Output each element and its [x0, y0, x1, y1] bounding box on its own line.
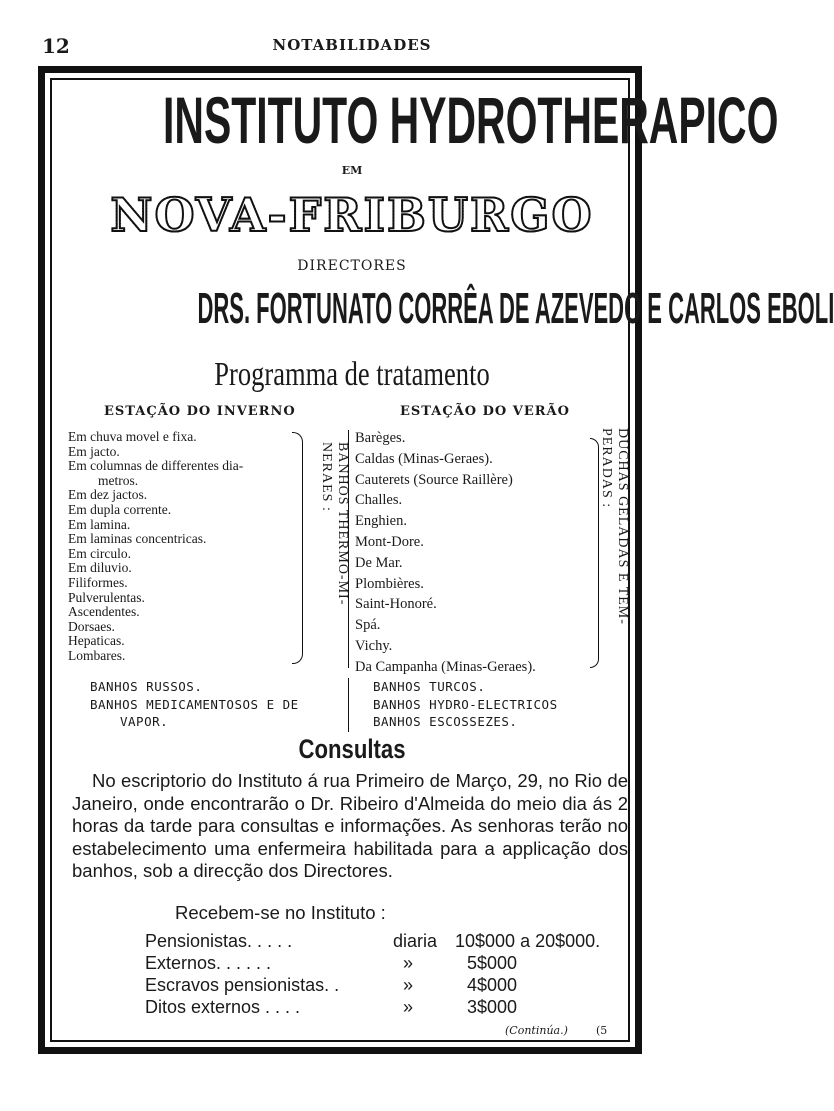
- programme-title: Programma de tratamento: [214, 356, 490, 393]
- fee-unit: »: [403, 953, 414, 973]
- recebem-label: Recebem-se no Instituto :: [175, 902, 386, 923]
- fee-label: Externos. . . . . .: [145, 953, 272, 973]
- list-item: Da Campanha (Minas-Geraes).: [355, 658, 536, 675]
- baths-right: [373, 678, 558, 731]
- list-item: Spá.: [355, 617, 381, 634]
- em-label: EM: [341, 164, 363, 177]
- winter-side-label: [318, 442, 350, 605]
- list-item: Plombières.: [355, 575, 424, 592]
- list-item: Lombares.: [68, 647, 126, 663]
- list-item: metros.: [98, 472, 139, 488]
- list-item: Challes.: [355, 492, 403, 509]
- list-item: Em columnas de differentes dia-: [68, 458, 244, 474]
- signature-mark: (5: [596, 1024, 608, 1037]
- baths-left-line: BANHOS RUSSOS.: [90, 679, 203, 694]
- consultas-title: Consultas: [298, 734, 406, 764]
- list-item: Em jacto.: [68, 443, 120, 459]
- fee-price: 10$000 a 20$000.: [455, 931, 601, 951]
- list-item: De Mar.: [355, 554, 403, 571]
- list-item: Barèges.: [355, 430, 406, 446]
- column-divider: [348, 430, 349, 668]
- fee-price: 4$000: [467, 975, 518, 995]
- fee-label: Pensionistas. . . . .: [145, 931, 293, 951]
- list-item: Pulverulentas.: [68, 589, 145, 605]
- page-number: 12: [42, 34, 70, 58]
- fee-unit: diaria: [393, 931, 438, 951]
- summer-heading: ESTAÇÃO DO VERÃO: [400, 404, 570, 419]
- institute-title: INSTITUTO HYDROTHERAPICO: [163, 83, 779, 157]
- baths-left: [90, 678, 299, 731]
- fee-label: Ditos externos . . . .: [145, 997, 301, 1017]
- summer-side-label-1: DUCHAS GELADAS E TEM-: [615, 428, 630, 625]
- directors-names: DRS. FORTUNATO CORRÊA DE AZEVEDO E CARLOS EBOLI: [197, 284, 834, 333]
- list-item: Mont-Dore.: [355, 533, 424, 550]
- summer-side-label-2: PERADAS :: [599, 428, 614, 509]
- list-item: Saint-Honoré.: [355, 596, 437, 613]
- summer-list: [355, 428, 536, 678]
- fee-price: 5$000: [467, 953, 518, 973]
- city-title-text: NOVA-FRIBURGO: [110, 188, 594, 242]
- list-item: Em chuva movel e fixa.: [68, 429, 197, 444]
- fee-price: 3$000: [467, 997, 518, 1017]
- list-item: Hepaticas.: [68, 633, 125, 649]
- baths-divider: [348, 678, 349, 732]
- list-item: Em diluvio.: [68, 560, 132, 576]
- consultas-text: No escriptorio do Instituto á rua Primeiro de Março, 29, no Rio de Janeiro, onde encontrarão o Dr. Ribeiro d'Almeida do meio dia ás 2 horas da tarde para consultas e informações. As senhoras terão no estabelecimento uma enfermeira habilitada para a applicação dos banhos, sob a direcção dos Directores.: [72, 770, 628, 881]
- fee-label: Escravos pensionistas. .: [145, 975, 340, 995]
- list-item: Cauterets (Source Raillère): [355, 471, 513, 488]
- winter-heading: ESTAÇÃO DO INVERNO: [104, 404, 296, 419]
- baths-left-line: VAPOR.: [120, 714, 169, 729]
- list-item: Dorsaes.: [68, 618, 115, 634]
- list-item: Enghien.: [355, 513, 407, 530]
- list-item: Vichy.: [355, 637, 393, 654]
- list-item: Em circulo.: [68, 545, 131, 561]
- directores-label: DIRECTORES: [297, 258, 407, 274]
- baths-left-line: BANHOS MEDICAMENTOSOS E DE: [90, 696, 299, 712]
- baths-right-line: BANHOS HYDRO-ELECTRICOS: [373, 696, 558, 712]
- list-item: Em dupla corrente.: [68, 501, 172, 517]
- winter-side-label-1: BANHOS THERMO-MI-: [335, 442, 350, 606]
- winter-list: [68, 430, 243, 664]
- list-item: Em laminas concentricas.: [68, 531, 207, 547]
- winter-side-label-2: NERAES :: [319, 442, 334, 512]
- continua-note: (Continúa.): [505, 1024, 568, 1037]
- list-item: Ascendentes.: [68, 604, 140, 620]
- summer-side-label: [598, 428, 630, 625]
- list-item: Caldas (Minas-Geraes).: [355, 450, 493, 467]
- winter-brace: [292, 432, 303, 664]
- list-item: Filiformes.: [68, 574, 128, 590]
- fee-unit: »: [403, 997, 414, 1017]
- city-title: [0, 188, 704, 242]
- baths-right-line: BANHOS TURCOS.: [373, 679, 486, 694]
- baths-right-line: BANHOS ESCOSSEZES.: [373, 714, 518, 729]
- fee-unit: »: [403, 975, 414, 995]
- running-head: NOTABILIDADES: [272, 36, 432, 54]
- list-item: Em dez jactos.: [68, 487, 148, 503]
- consultas-paragraph: [72, 770, 628, 883]
- list-item: Em lamina.: [68, 516, 131, 532]
